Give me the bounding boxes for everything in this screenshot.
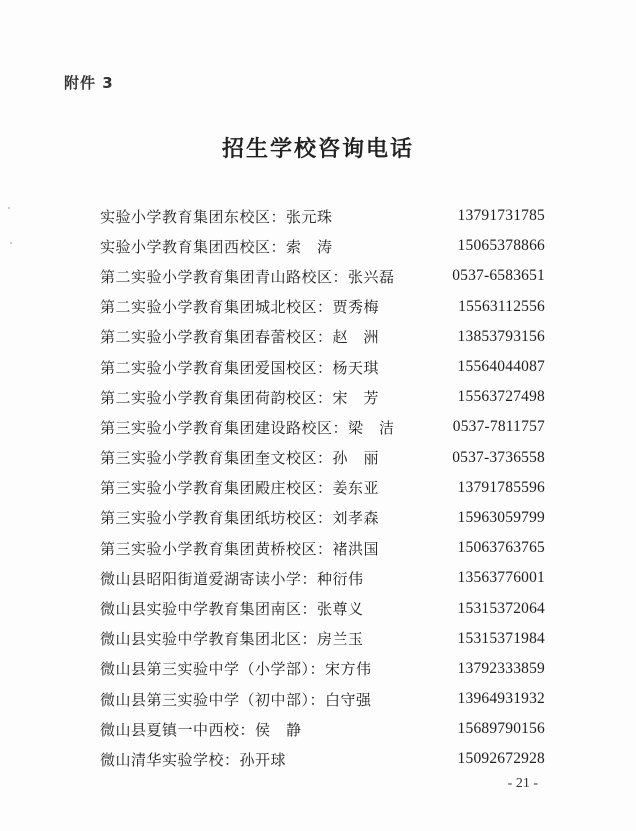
contact-row [100, 563, 545, 593]
school-contact-name: 微山县夏镇一中西校：侯 静 [100, 720, 302, 739]
phone-number: 0537-7811757 [452, 418, 545, 436]
contact-row [100, 201, 545, 231]
phone-number: 0537-6583651 [452, 267, 545, 285]
school-contact-name: 第二实验小学教育集团青山路校区：张兴磊 [100, 267, 395, 286]
phone-number: 15063763765 [457, 539, 545, 557]
phone-number: 13791785596 [457, 478, 545, 496]
school-contact-name: 第二实验小学教育集团荷韵校区：宋 芳 [100, 388, 380, 407]
phone-number: 0537-3736558 [452, 448, 545, 466]
phone-number: 15563112556 [458, 297, 545, 315]
contact-row [100, 443, 545, 473]
school-contact-name: 微山县第三实验中学（小学部）：宋方伟 [100, 660, 372, 679]
phone-number: 15563727498 [457, 388, 545, 406]
phone-number: 15092672928 [457, 750, 545, 768]
contact-row [100, 744, 545, 774]
contact-row [100, 593, 545, 623]
contact-row [100, 503, 545, 533]
school-contact-name: 第三实验小学教育集团建设路校区：梁 洁 [100, 418, 395, 437]
contact-row [100, 533, 545, 563]
attachment-label: 附件 3 [64, 74, 114, 92]
phone-number: 13792333859 [457, 659, 545, 677]
contact-row [100, 654, 545, 684]
school-contact-name: 微山县昭阳街道爱湖寄读小学：种衍伟 [100, 569, 364, 588]
page-number: - 21 - [507, 776, 538, 791]
contact-row [100, 473, 545, 503]
phone-number: 15963059799 [457, 508, 545, 526]
phone-number: 13853793156 [457, 327, 545, 345]
school-contact-name: 第三实验小学教育集团黄桥校区：褚洪国 [100, 539, 380, 558]
contact-row [100, 292, 545, 322]
contact-row [100, 714, 545, 744]
contact-row [100, 322, 545, 352]
school-contact-name: 第三实验小学教育集团奎文校区：孙 丽 [100, 449, 380, 468]
scan-speck [8, 207, 10, 209]
school-contact-name: 微山清华实验学校：孙开球 [100, 750, 287, 769]
phone-number: 13791731785 [457, 207, 545, 225]
contact-row [100, 684, 545, 714]
phone-number: 13964931932 [457, 690, 545, 708]
school-contact-name: 第二实验小学教育集团春蕾校区：赵 洲 [100, 328, 380, 347]
scan-speck [10, 242, 12, 244]
contact-row [100, 382, 545, 412]
contact-row [100, 624, 545, 654]
contact-row [100, 352, 545, 382]
phone-number: 15689790156 [457, 720, 545, 738]
contact-row [100, 412, 545, 442]
phone-number: 15564044087 [457, 358, 545, 376]
page-title: 招生学校咨询电话 [221, 137, 414, 162]
school-contact-name: 微山县实验中学教育集团南区：张尊义 [100, 600, 364, 619]
school-contact-name: 微山县第三实验中学（初中部）：白守强 [100, 690, 372, 709]
phone-number: 13563776001 [457, 569, 545, 587]
phone-number: 15065378866 [457, 237, 545, 255]
contact-row [100, 261, 545, 291]
school-contact-name: 实验小学教育集团东校区：张元珠 [100, 207, 333, 226]
contact-list [100, 201, 545, 775]
school-contact-name: 实验小学教育集团西校区：索 涛 [100, 237, 333, 256]
school-contact-name: 第二实验小学教育集团爱国校区：杨天琪 [100, 358, 380, 377]
phone-number: 15315372064 [457, 599, 545, 617]
school-contact-name: 第三实验小学教育集团纸坊校区：刘孝森 [100, 509, 380, 528]
school-contact-name: 第二实验小学教育集团城北校区：贾秀梅 [100, 298, 380, 317]
school-contact-name: 第三实验小学教育集团殿庄校区：姜东亚 [100, 479, 380, 498]
school-contact-name: 微山县实验中学教育集团北区：房兰玉 [100, 630, 364, 649]
contact-row [100, 231, 545, 261]
phone-number: 15315371984 [457, 629, 545, 647]
